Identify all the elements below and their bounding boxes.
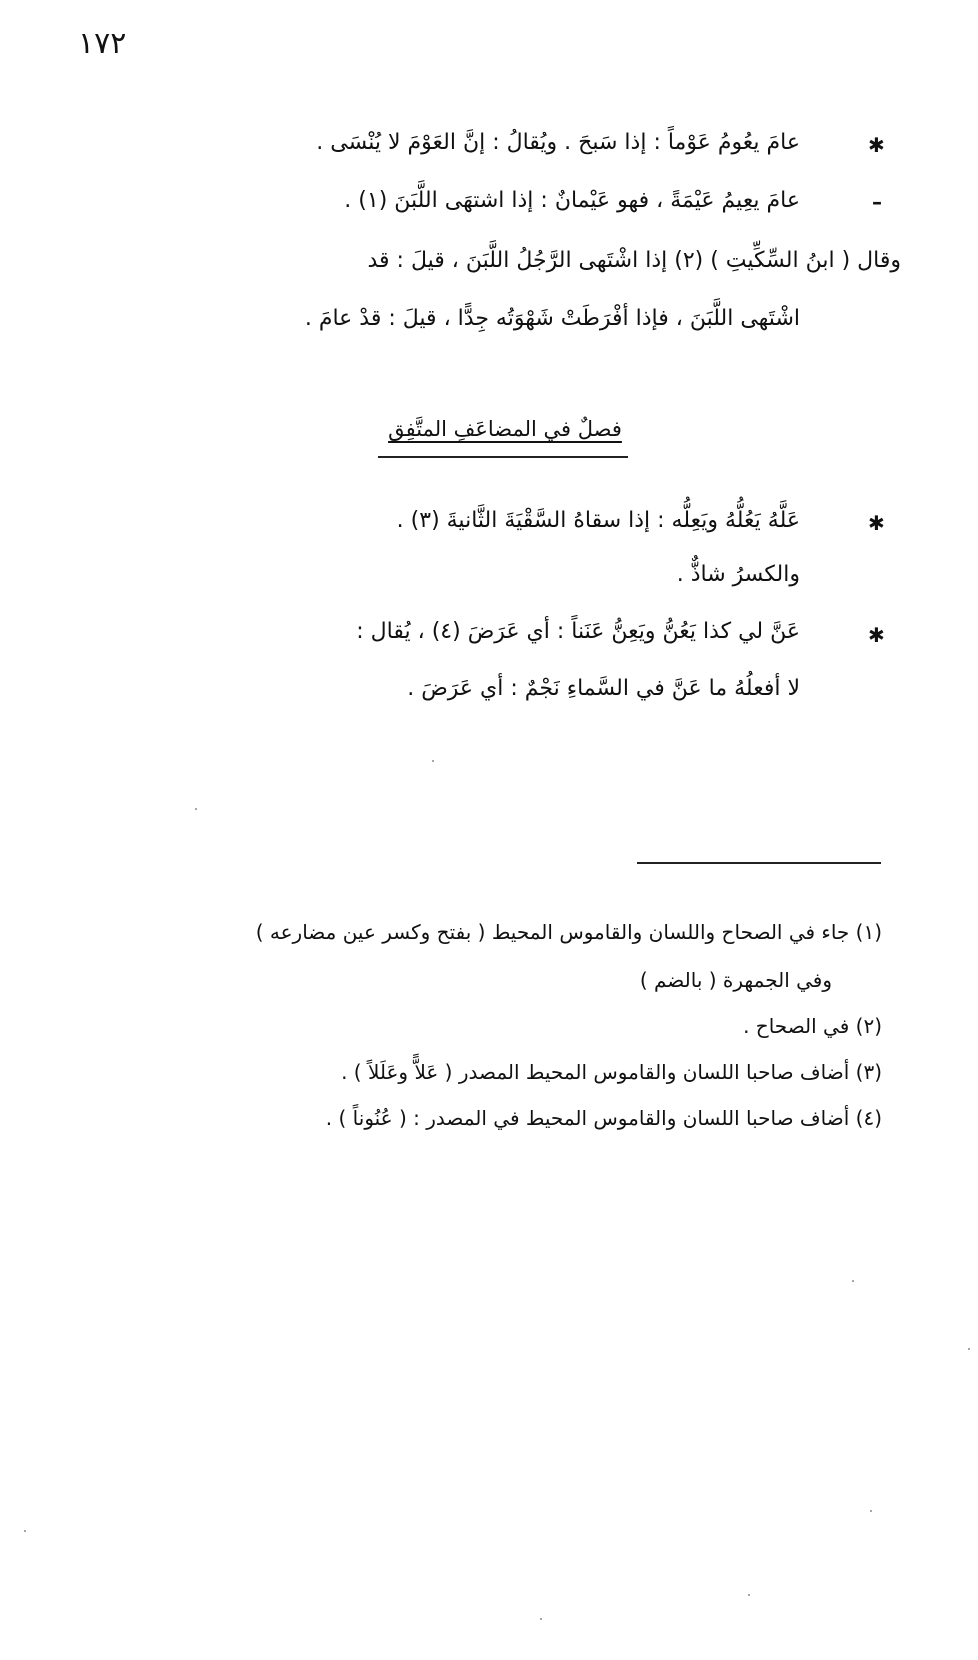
section-heading: فصلٌ في المضاعَفِ المتَّفِق (388, 417, 622, 441)
entry-line-4: اشْتَهى اللَّبَنَ ، فإذا أفْرَطَتْ شَهْوَتُه جِدًّا ، قيلَ : قدْ عامَ . (304, 306, 800, 331)
section-line-4: لا أفعلُهُ ما عَنَّ في السَّماءِ نَجْمٌ : أي عَرَضَ . (407, 676, 800, 701)
entry-line-3: وقال ( ابنُ السِّكِّيتِ ) (٢) إذا اشْتَهى الرَّجُلُ اللَّبَنَ ، قيلَ : قد (367, 248, 901, 273)
scan-speck (24, 1530, 26, 1532)
footnote-1-continuation: وفي الجمهرة ( بالضم ) (639, 968, 832, 992)
scan-speck (540, 1618, 542, 1620)
footnote-1: (١) جاء في الصحاح واللسان والقاموس المحيط ( بفتح وكسر عين مضارعه ) (255, 920, 882, 944)
star-marker: ✱ (868, 623, 885, 647)
scan-speck (968, 1348, 970, 1350)
scan-speck (432, 760, 434, 762)
scan-speck (748, 1594, 750, 1596)
section-line-1: عَلَّهُ يَعُلُّهُ ويَعِلُّه : إذا سقاهُ السَّقْيَةَ الثَّانيةَ (٣) . (396, 508, 800, 533)
section-line-2: والكسرُ شاذٌّ . (676, 562, 800, 587)
footnote-4: (٤) أضاف صاحبا اللسان والقاموس المحيط في المصدر : ( عُنُوناً ) . (325, 1106, 882, 1130)
footnote-3: (٣) أضاف صاحبا اللسان والقاموس المحيط المصدر ( عَلاًّ وعَلَلاً ) . (341, 1060, 882, 1084)
scan-speck (852, 1280, 854, 1282)
scan-speck (195, 808, 197, 810)
footnote-2: (٢) في الصحاح . (743, 1014, 882, 1038)
scan-speck (870, 1510, 872, 1512)
star-marker: ✱ (868, 133, 885, 157)
entry-line-2: عامَ يعِيمُ عَيْمَةً ، فهو عَيْمانٌ : إذا اشتهَى اللَّبَنَ (١) . (344, 188, 800, 213)
heading-underline (378, 456, 628, 458)
dash-marker: – (872, 190, 882, 214)
section-line-3: عَنَّ لي كذا يَعُنُّ ويَعِنُّ عَنَناً : أي عَرَضَ (٤) ، يُقال : (356, 619, 800, 644)
star-marker: ✱ (868, 511, 885, 535)
entry-line-1: عامَ يعُومُ عَوْماً : إذا سَبحَ . ويُقالُ : إنَّ العَوْمَ لا يُنْسَى . (316, 130, 800, 155)
footnote-separator (637, 862, 881, 864)
page-number: ١٧٢ (78, 26, 127, 61)
